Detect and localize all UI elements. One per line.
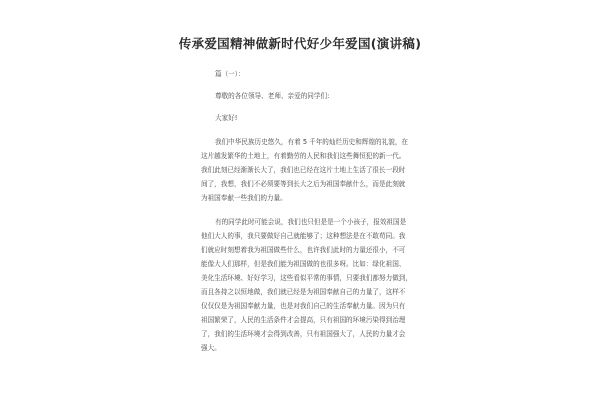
greeting: 大家好! — [215, 114, 238, 122]
para2-line: 了，我们的生活环境才会得到改善，只有祖国强大了，人民的力量才会 — [201, 330, 406, 338]
para2-line: 有的同学此时可能会说，我们也只但是是一个小孩子，报效祖国是 — [215, 218, 407, 226]
para2-line: 美化生活环境、好好学习，这些看似平常的事情，只要我们都努力做到， — [201, 274, 412, 282]
para1-line: 为祖国奉献一些我们的力量。 — [201, 194, 287, 202]
salutation: 尊敬的各位领导、老师、亲爱的同学们: — [215, 92, 330, 100]
para2-line: 祖国繁荣了，人民的生活条件才会提高，只有祖国的环境污染得到治理 — [201, 316, 406, 324]
document-title: 传承爱国精神做新时代好少年爱国(演讲稿) — [178, 36, 422, 51]
para2-line: 仅仅仅是为祖国奉献力量，也是对我们自己的生活奉献力量。因为只有 — [201, 302, 406, 310]
para1-line: 我们此刻已经渐渐长大了，我们也已经在这片土地上生活了很长一段时 — [201, 166, 406, 174]
para2-line: 们就应时刻想着我为祖国做些什么，也许我们此时的力量还很小，不可 — [201, 246, 406, 254]
para2-line: 他们大人的事，我只要做好自己就能够了；这种想法是在不敢苟同。我 — [201, 232, 406, 240]
section-label: 篇（一）： — [215, 70, 245, 78]
para1-line: 间了，我想，我们不必须要等到长大之后为祖国奉献什么，而是此刻就 — [201, 180, 406, 188]
para2-line: 强大。 — [201, 344, 221, 352]
para2-line: 而且各持之以恒地做，我们就已经是为祖国奉献自己的力量了，这样不 — [201, 288, 406, 296]
para1-line: 这片越发繁华的土地上，有着勤劳的人民和我们这些舞恒犯的新一代。 — [201, 152, 406, 160]
para1-line: 我们中华民族历史悠久，有着 5 千年的灿烂历史和辉煌的礼貌，在 — [215, 138, 409, 146]
para2-line: 能像大人们那样，但是我们能为祖国做的也很多呀。比如：绿化祖国、 — [201, 260, 406, 268]
